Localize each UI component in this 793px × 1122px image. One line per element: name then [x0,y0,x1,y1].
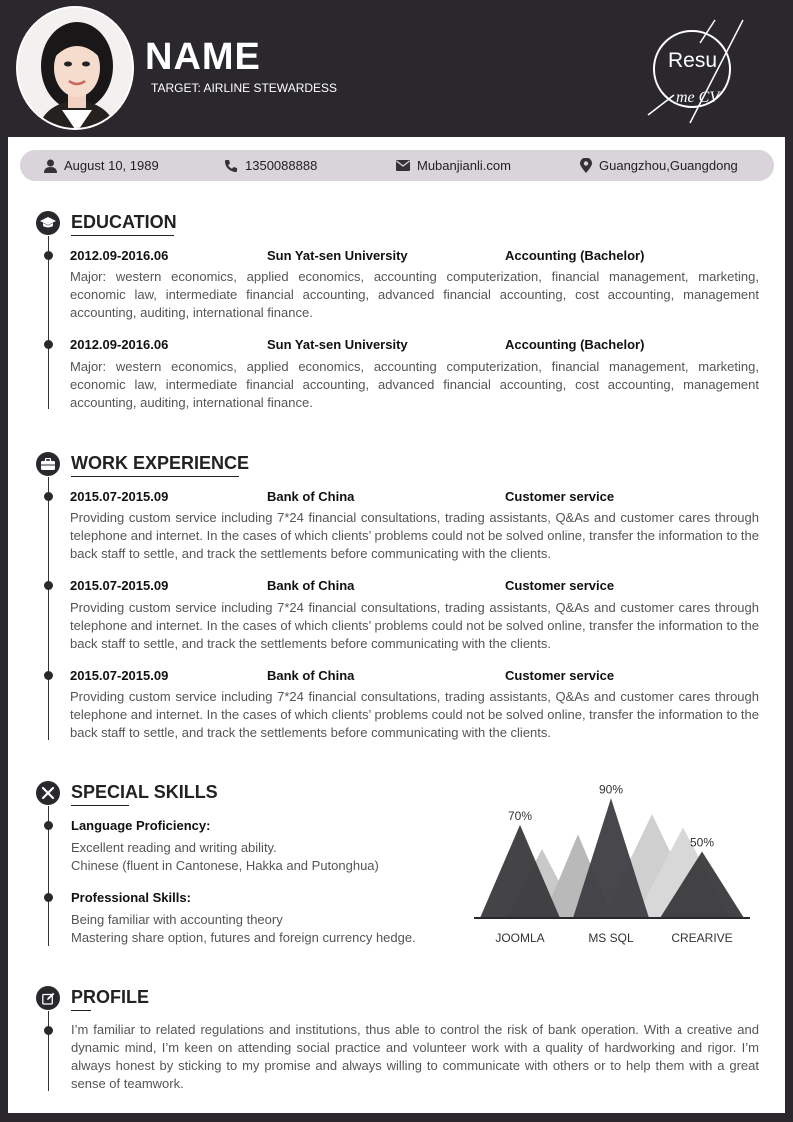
work-date: 2015.07-2015.09 [70,668,169,683]
work-underline [71,476,239,477]
education-description: Major: western economics, applied economics, accounting computerization, financial management, marketing, economic law, intermediate financial accounting, advanced financial accounting, cost accounting, management accounting, auditing, international finance. [70,269,759,320]
logo-text-cv: me CV [676,89,720,106]
timeline-dot [44,821,53,830]
timeline-dot [44,251,53,260]
briefcase-icon [36,452,60,476]
resume-header [0,0,793,137]
chart-category-label: CREARIVE [671,931,733,945]
candidate-name: NAME [145,36,261,78]
work-company: Bank of China [267,668,355,683]
profile-title: PROFILE [71,987,150,1007]
work-company: Bank of China [267,489,355,504]
work-experience-title: WORK EXPERIENCE [71,453,250,473]
chart-value-label: 50% [689,835,715,850]
chart-category-label: JOOMLA [495,931,545,945]
work-timeline [48,477,49,740]
work-company: Bank of China [267,578,355,593]
professional-line: Being familiar with accounting theory [71,912,283,927]
education-date: 2012.09-2016.06 [70,337,169,352]
work-description: Providing custom service including 7*24 financial consultations, trading assistants, Q&As and customer cares through telephone and internet. In the cases of which clients’ problems could not be solved online, transfer the information to the back staff to settle, and track the settlements before communicating with the clients. [70,600,759,651]
phone-icon [224,159,238,173]
work-description: Providing custom service including 7*24 financial consultations, trading assistants, Q&As and customer cares through telephone and internet. In the cases of which clients’ problems could not be solved online, transfer the information to the back staff to settle, and track the settlements before communicating with the clients. [70,510,759,561]
timeline-dot [44,893,53,902]
edit-icon [36,986,60,1010]
education-school: Sun Yat-sen University [267,248,408,263]
education-description: Major: western economics, applied economics, accounting computerization, financial management, marketing, economic law, intermediate financial accounting, advanced financial accounting, cost accounting, management accounting, auditing, international finance. [70,359,759,410]
phone-info [224,150,317,181]
location-info [580,150,738,181]
work-role: Customer service [505,668,615,683]
resume-cv-logo [640,15,750,125]
professional-line: Mastering share option, futures and foreign currency hedge. [71,930,416,945]
profile-timeline [48,1011,49,1091]
work-role: Customer service [505,578,615,593]
job-target: TARGET: AIRLINE STEWARDESS [151,81,338,95]
timeline-dot [44,1026,53,1035]
education-school: Sun Yat-sen University [267,337,408,352]
education-major: Accounting (Bachelor) [505,337,645,352]
language-line: Excellent reading and writing ability. [71,840,277,855]
chart-value-label: 90% [598,782,624,797]
logo-text-resume: Resu [668,49,718,72]
work-role: Customer service [505,489,615,504]
person-icon [44,159,57,173]
location-text: Guangzhou,Guangdong [599,158,738,173]
envelope-icon [396,160,410,171]
work-description: Providing custom service including 7*24 financial consultations, trading assistants, Q&As and customer cares through telephone and internet. In the cases of which clients’ problems could not be solved online, transfer the information to the back staff to settle, and track the settlements before communicating with the clients. [70,689,759,740]
chart-marks [474,782,750,945]
professional-skills-title: Professional Skills: [71,890,191,905]
contact-info-bar [20,150,774,181]
email-text: Mubanjianli.com [417,158,511,173]
timeline-dot [44,340,53,349]
language-line: Chinese (fluent in Cantonese, Hakka and Putonghua) [71,858,379,873]
education-timeline [48,236,49,409]
birthday-info [44,150,159,181]
language-proficiency-title: Language Proficiency: [71,818,211,833]
phone-text: 1350088888 [245,158,318,173]
timeline-dot [44,671,53,680]
profile-underline [71,1010,91,1011]
skills-chart [470,765,755,950]
work-date: 2015.07-2015.09 [70,489,169,504]
graduation-cap-icon [36,211,60,235]
timeline-dot [44,581,53,590]
tools-icon [36,781,60,805]
work-date: 2015.07-2015.09 [70,578,169,593]
skills-underline [71,805,129,806]
profile-text: I’m familiar to related regulations and institutions, thus able to control the risk of bank operation. With a creative and dynamic mind, I’m keen on attending social practice and volunteer work with a quality of hardworking and rigor. I’m always honest by sticking to my promise and always willing to communicate with others or to help them with a great sense of teamwork. [71,1022,759,1091]
chart-category-label: MS SQL [588,931,634,945]
education-title: EDUCATION [71,212,177,232]
education-major: Accounting (Bachelor) [505,248,645,263]
education-underline [71,235,174,236]
chart-value-label: 70% [507,808,533,823]
special-skills-title: SPECIAL SKILLS [71,782,218,802]
profile-photo [16,6,134,130]
education-date: 2012.09-2016.06 [70,248,169,263]
birthday-text: August 10, 1989 [64,158,159,173]
timeline-dot [44,492,53,501]
email-info [396,150,511,181]
location-pin-icon [580,158,592,173]
